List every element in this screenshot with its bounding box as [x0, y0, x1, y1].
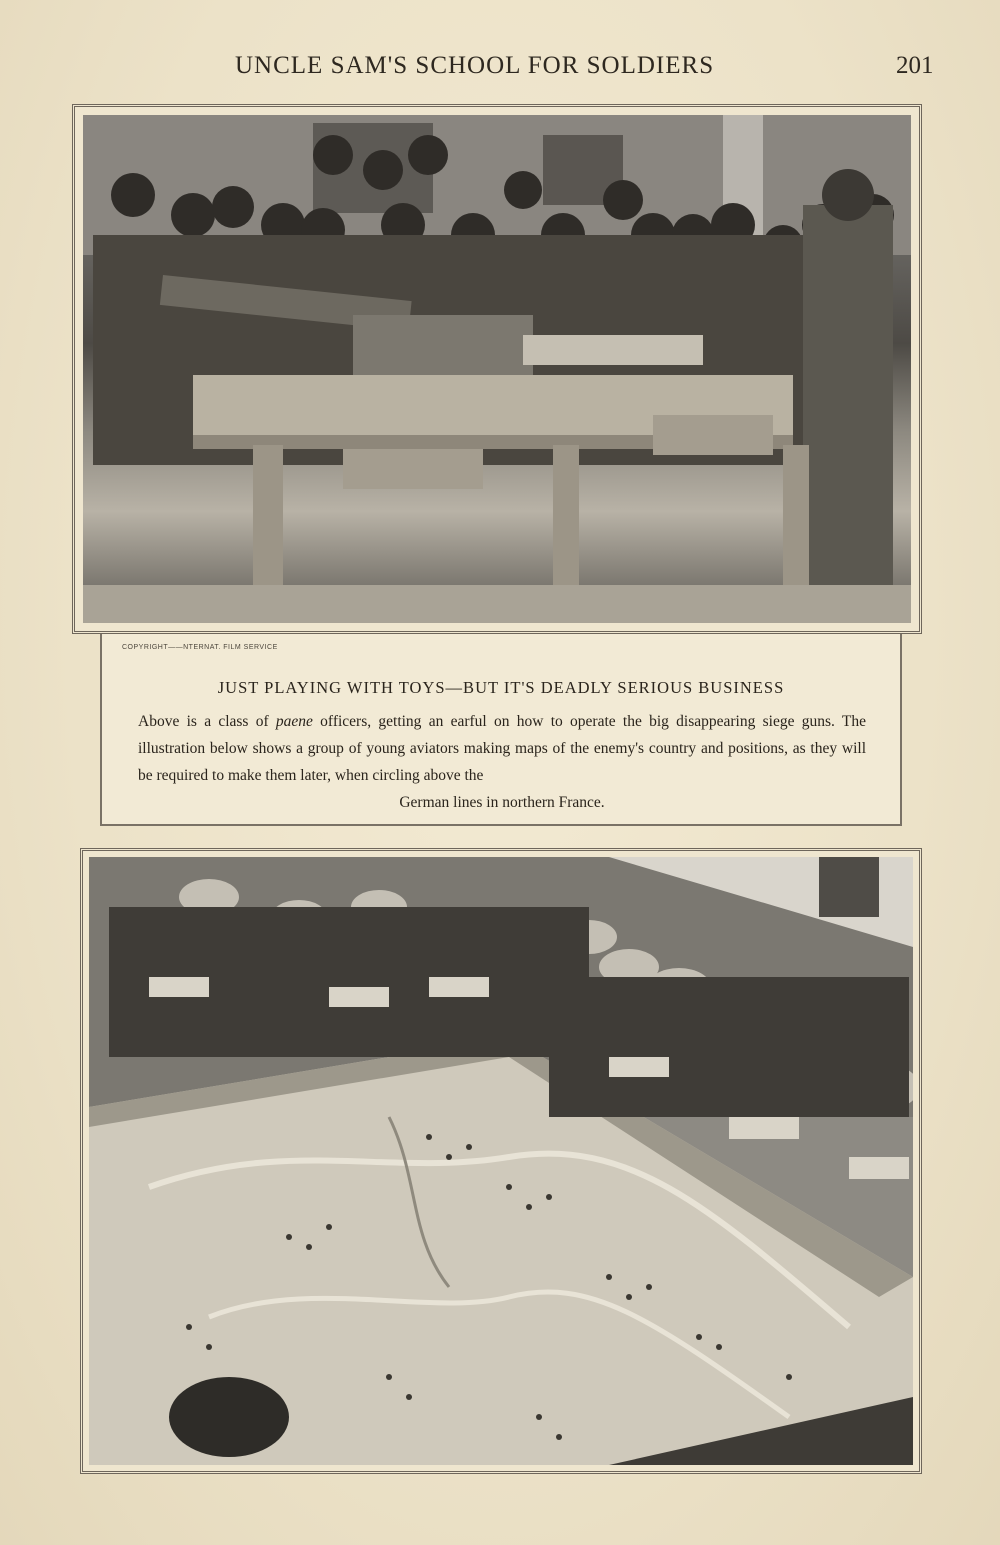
page-number: 201 [896, 52, 934, 79]
caption-heading: JUST PLAYING WITH TOYS—BUT IT'S DEADLY SERIOUS BUSINESS [217, 678, 785, 697]
caption-italic-word: paene [275, 713, 313, 730]
caption-last-line: German lines in northern France. [399, 794, 605, 811]
bottom-photograph-frame [80, 848, 922, 1474]
running-head [0, 52, 1000, 86]
caption-text-start: Above is a class of [138, 713, 276, 730]
siege-gun-class-illustration [83, 115, 911, 623]
photo-credit: COPYRIGHT——NTERNAT. FILM SERVICE [122, 644, 278, 651]
aviators-map-photo [89, 857, 913, 1465]
aviators-map-illustration [89, 857, 913, 1465]
siege-gun-class-photo [83, 115, 911, 623]
caption-box [100, 634, 902, 826]
top-photograph-frame [72, 104, 922, 634]
caption-body [138, 708, 866, 816]
page-title: UNCLE SAM'S SCHOOL FOR SOLDIERS [235, 52, 715, 79]
caption-text-continued: officers, getting an earful on how to operate the big disappearing siege guns. The illustration below shows a group of young aviators making maps of the enemy's country and positions, as they will be required to make them later, when circling above the [138, 713, 866, 784]
